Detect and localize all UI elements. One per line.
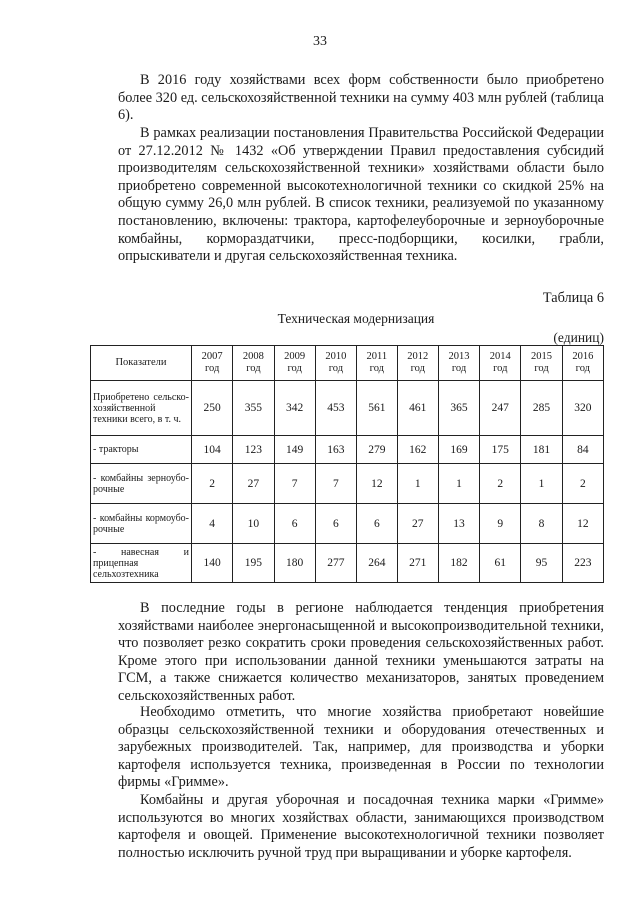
table-cell: 320 [562, 381, 603, 436]
table-cell: 27 [233, 464, 274, 504]
table-cell: 169 [438, 436, 479, 464]
table-cell: 95 [521, 544, 562, 583]
table-row [91, 436, 604, 464]
table-cell: 6 [315, 504, 356, 544]
table-header-row [91, 346, 604, 381]
header-year: 2013 год [438, 346, 479, 381]
header-indicators: Показатели [91, 346, 192, 381]
table-cell: 195 [233, 544, 274, 583]
table-cell: 2 [562, 464, 603, 504]
table-cell: 1 [521, 464, 562, 504]
table-title: Техническая модернизация [277, 311, 435, 326]
table-cell: 271 [397, 544, 438, 583]
table-cell: 7 [274, 464, 315, 504]
header-year: 2008 год [233, 346, 274, 381]
table-cell: 6 [357, 504, 398, 544]
table-cell: 12 [562, 504, 603, 544]
table-cell: 140 [192, 544, 233, 583]
row-label: - навесная и прицепная сельхозтехника [91, 544, 192, 583]
table-cell: 4 [192, 504, 233, 544]
table-cell: 7 [315, 464, 356, 504]
header-year: 2014 год [480, 346, 521, 381]
table-cell: 84 [562, 436, 603, 464]
paragraph-2: В рамках реализации постановления Правительства Российской Федерации от 27.12.2012 № 1432 «Об утверждении Правил предоставления субсидий производителям сельскохозяйственной техники» хозяйствами области было приобретено современной высокотехнологичной техники со скидкой 25% на общую сумму 26,0 млн рублей. В список техники, реализуемой по указанному постановлению, включены: трактора, картофелеуборочные и зерноуборочные комбайны, кормораздатчики, пресс-подборщики, косилки, грабли, опрыскиватели и другая сельскохозяйственная техника. [118, 125, 604, 265]
row-label: - тракторы [91, 436, 192, 464]
row-label: Приобретено сельско-хозяйственной техники всего, в т. ч. [91, 381, 192, 436]
table-row [91, 504, 604, 544]
table-cell: 27 [397, 504, 438, 544]
table-cell: 461 [397, 381, 438, 436]
table-cell: 1 [438, 464, 479, 504]
table-cell: 8 [521, 504, 562, 544]
table-cell: 163 [315, 436, 356, 464]
row-label: - комбайны зерноубо-рочные [91, 464, 192, 504]
header-year: 2011 год [357, 346, 398, 381]
paragraph-5: Комбайны и другая уборочная и посадочная техника марки «Гримме» используются во многих хозяйствах области, занимающихся производством картофеля и овощей. Применение высокотехнологичной техники позволяет полностью исключить ручной труд при выращивании и уборке картофеля. [118, 792, 604, 861]
paragraph-3: В последние годы в регионе наблюдается тенденция приобретения хозяйствами наиболее энергонасыщенной и высокопроизводительной техники, что позволяет резко сократить сроки проведения сельскохозяйственных работ. Кроме этого при использовании данной техники уменьшаются затраты на ГСМ, а также снижается количество механизаторов, занятых проведением сельскохозяйственных работ. [118, 600, 604, 704]
table-cell: 9 [480, 504, 521, 544]
header-year: 2015 год [521, 346, 562, 381]
table-cell: 123 [233, 436, 274, 464]
table-cell: 355 [233, 381, 274, 436]
table-cell: 162 [397, 436, 438, 464]
table-row [91, 544, 604, 583]
header-year: 2007 год [192, 346, 233, 381]
header-year: 2016 год [562, 346, 603, 381]
table-cell: 10 [233, 504, 274, 544]
table-cell: 365 [438, 381, 479, 436]
table-cell: 277 [315, 544, 356, 583]
table-cell: 285 [521, 381, 562, 436]
table-cell: 181 [521, 436, 562, 464]
table-cell: 279 [357, 436, 398, 464]
table-cell: 453 [315, 381, 356, 436]
header-year: 2009 год [274, 346, 315, 381]
modernization-table [90, 345, 604, 583]
table-cell: 1 [397, 464, 438, 504]
table-cell: 104 [192, 436, 233, 464]
table-cell: 175 [480, 436, 521, 464]
table-cell: 2 [480, 464, 521, 504]
table-row [91, 381, 604, 436]
table-unit: (единиц) [553, 330, 604, 345]
row-label: - комбайны кормоубо-рочные [91, 504, 192, 544]
table-cell: 2 [192, 464, 233, 504]
table-cell: 247 [480, 381, 521, 436]
table-cell: 182 [438, 544, 479, 583]
table-cell: 13 [438, 504, 479, 544]
paragraph-4: Необходимо отметить, что многие хозяйства приобретают новейшие образцы сельскохозяйственной техники и оборудования отечественных и зарубежных производителей. Так, например, для производства и уборки картофеля используется техника, произведенная в России по технологии фирмы «Гримме». [118, 704, 604, 791]
header-year: 2010 год [315, 346, 356, 381]
table-cell: 250 [192, 381, 233, 436]
table-cell: 561 [357, 381, 398, 436]
table-cell: 12 [357, 464, 398, 504]
table-cell: 223 [562, 544, 603, 583]
table-cell: 61 [480, 544, 521, 583]
header-year: 2012 год [397, 346, 438, 381]
page-number: 33 [313, 34, 327, 49]
table-cell: 342 [274, 381, 315, 436]
table-cell: 6 [274, 504, 315, 544]
table-row [91, 464, 604, 504]
paragraph-1: В 2016 году хозяйствами всех форм собственности было приобретено более 320 ед. сельскохозяйственной техники на сумму 403 млн рублей (таблица 6). [118, 72, 604, 124]
table-cell: 180 [274, 544, 315, 583]
table-label: Таблица 6 [542, 290, 604, 306]
table-cell: 264 [357, 544, 398, 583]
table-cell: 149 [274, 436, 315, 464]
